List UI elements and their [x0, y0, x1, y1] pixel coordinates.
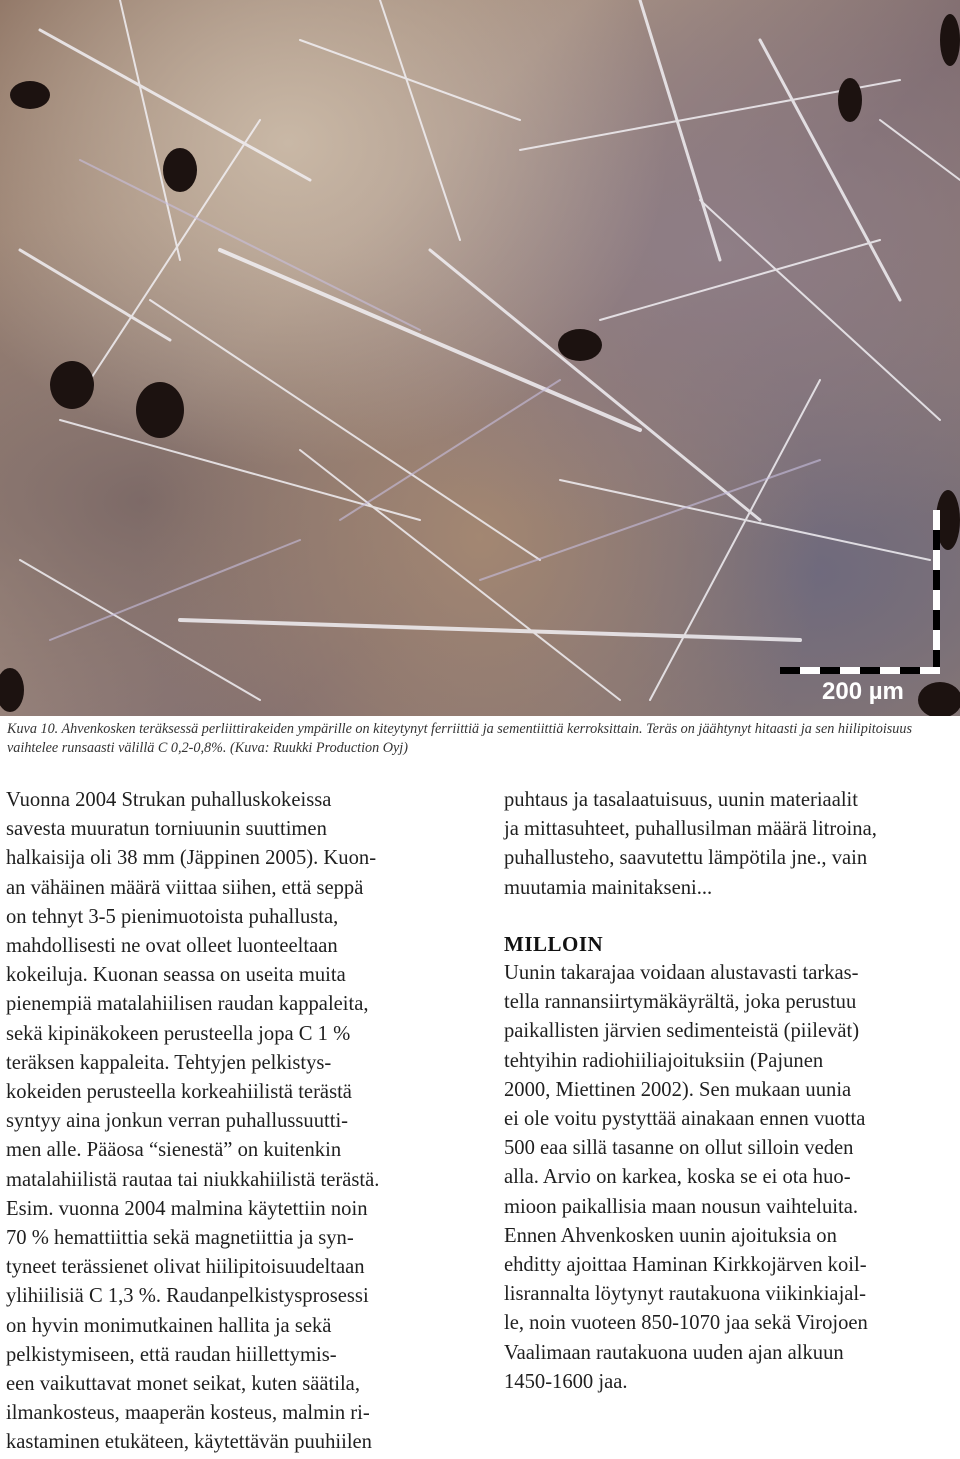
- micrograph-texture: [0, 0, 960, 716]
- scale-bar: [780, 510, 940, 674]
- left-column: [6, 786, 454, 1458]
- figure-caption: Kuva 10. Ahvenkosken teräksessä perliittirakeiden ympärille on kiteytynyt ferriittiä ja sementiittiä kerroksittain. Teräs on jäähtynyt hitaasti ja sen hiilipitoisuus vaihtelee runsaasti välillä C 0,2-0,8%. (Kuva: Ruukki Production Oyj): [7, 721, 912, 756]
- right-column: [504, 786, 959, 1397]
- right-column-intro: puhtaus ja tasalaatuisuus, uunin materiaalit ja mittasuhteet, puhallusilman määrä litroina, puhallusteho, saavutettu lämpötila jne., vain muutamia mainitakseni...: [504, 789, 877, 899]
- section-heading: MILLOIN: [504, 931, 604, 956]
- left-column-text: Vuonna 2004 Strukan puhalluskokeissa savesta muuratun torniuunin suuttimen halkaisija oli 38 mm (Jäppinen 2005). Kuon- an vähäinen määrä viittaa siihen, että seppä on tehnyt 3-5 pienimuotoista puhallusta, mahdollisesti ne ovat olleet luonteeltaan kokeiluja. Kuonan seassa on useita muita pienempiä matalahiilisen raudan kappaleita, sekä kipinäkokeen perusteella jopa C 1 % teräksen kappaleita. Tehtyjen pelkistys- kokeiden perusteella korkeahiilistä terästä syntyy aina jonkun verran puhallussuutti- men alle. Pääosa “sienestä” on kuitenkin matalahiilistä rautaa tai niukkahiilistä terästä. Esim. vuonna 2004 malmina käytettiin noin 70 % hemattiittia sekä magnetiittia ja syn- tyneet terässienet olivat hiilipitoisuudeltaan ylihiilisiä C 1,3 %. Raudanpelkistysprosessi on hyvin monimutkainen hallita ja sekä pelkistymiseen, että raudan hiillettymis- een vaikuttavat monet seikat, kuten säätila, ilmankosteus, maaperän kosteus, malmin ri- kastaminen etukäteen, käytettävän puuhiilen: [6, 789, 380, 1454]
- right-column-body: Uunin takarajaa voidaan alustavasti tarkas- tella rannansiirtymäkäyrältä, joka perustuu paikallisten järvien sedimenteistä (piilevät) tehtyihin radiohiiliajoituksiin (Pajunen 2000, Miettinen 2002). Sen mukaan uunia ei ole voitu pystyttää ainakaan ennen vuotta 500 eaa sillä tasanne on ollut silloin veden alla. Arvio on karkea, koska se ei ota huo- mioon paikallisia maan nousun vaihteluita. Ennen Ahvenkosken uunin ajoituksia on ehditty ajoittaa Haminan Kirkkojärven koil- lisrannalta löytynyt rautakuona viikinkiajal- le, noin vuoteen 850-1070 jaa sekä Virojoen Vaalimaan rautakuona uuden ajan alkuun 1450-1600 jaa.: [504, 962, 868, 1393]
- micrograph-photo: [0, 0, 960, 716]
- scale-bar-label: 200 µm: [822, 678, 904, 705]
